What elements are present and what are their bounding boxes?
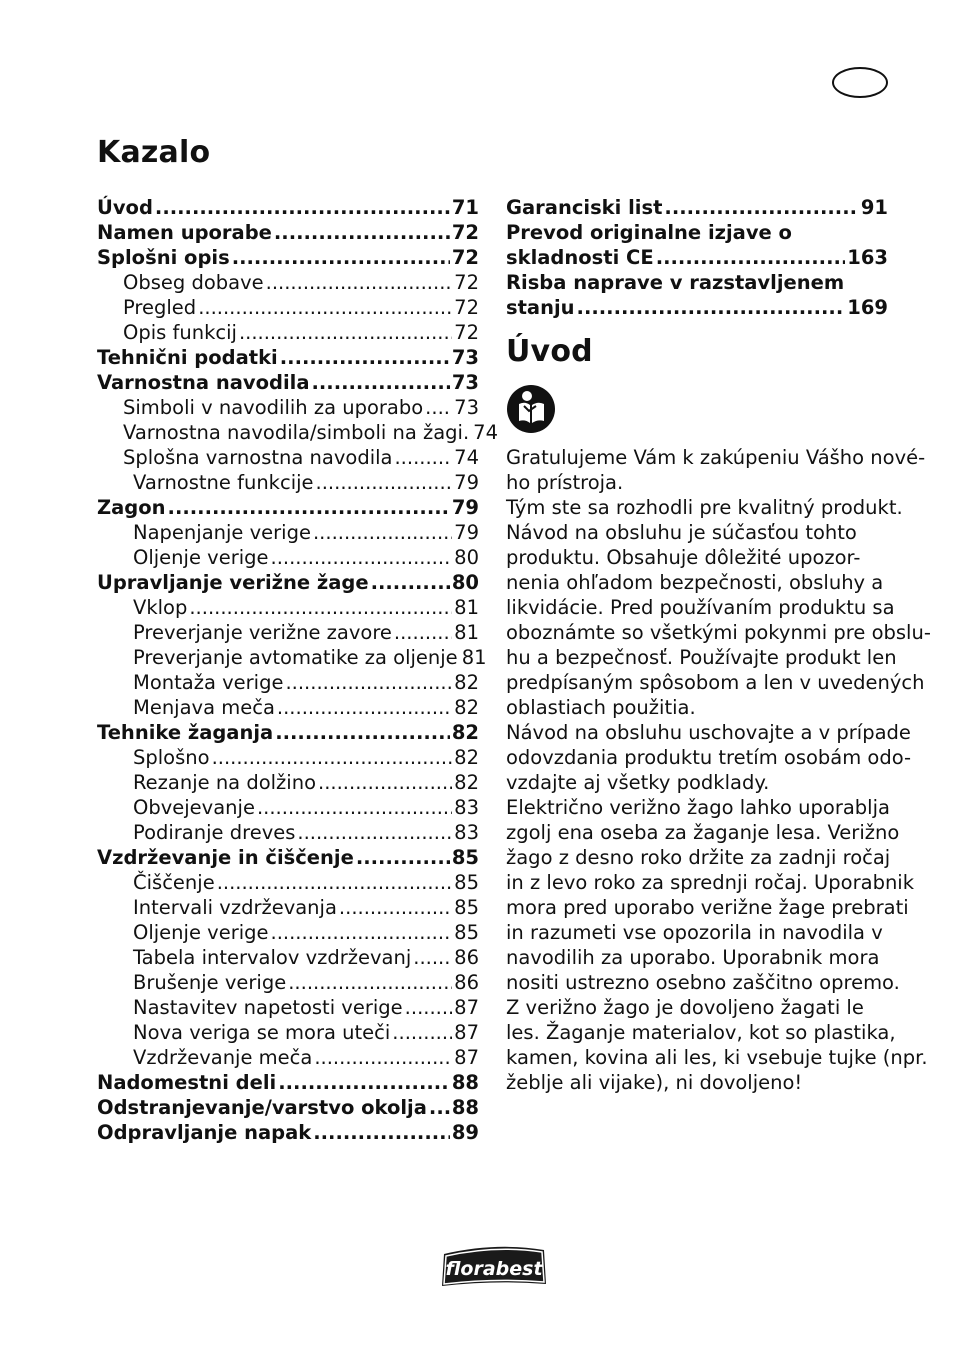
- toc-leader-dots: [664, 195, 858, 220]
- toc-item[interactable]: [97, 470, 479, 495]
- toc-item-page: 88: [451, 1096, 479, 1119]
- intro-text: [506, 445, 931, 1095]
- toc-item-label: Rezanje na dolžino: [133, 771, 317, 794]
- toc-item-page: 72: [454, 321, 479, 344]
- toc-leader-dots: [288, 970, 452, 995]
- toc-leader-dots: [318, 770, 452, 795]
- toc-item-page: 169: [847, 296, 888, 319]
- toc-leader-dots: [217, 870, 452, 895]
- intro-text-line: Návod na obsluhu je súčasťou tohto: [506, 521, 857, 544]
- toc-item[interactable]: [97, 545, 479, 570]
- toc-leader-dots: [189, 595, 452, 620]
- toc-leader-dots: [212, 745, 453, 770]
- toc-item[interactable]: [97, 745, 479, 770]
- toc-item[interactable]: [97, 595, 479, 620]
- toc-item[interactable]: [97, 395, 479, 420]
- toc-item-label: Nastavitev napetosti verige: [133, 996, 403, 1019]
- toc-leader-dots: [314, 1045, 452, 1070]
- toc-item-page: 87: [454, 1046, 479, 1069]
- toc-item[interactable]: [97, 970, 479, 995]
- intro-text-line: ho prístroja.: [506, 471, 624, 494]
- toc-item[interactable]: [97, 520, 479, 545]
- toc-item[interactable]: [97, 345, 479, 370]
- toc-item-label: Oljenje verige: [133, 921, 269, 944]
- toc-item-page: 88: [451, 1071, 479, 1094]
- intro-text-line: Električno verižno žago lahko uporablja: [506, 796, 890, 819]
- toc-item-page: 71: [451, 196, 479, 219]
- toc-leader-dots: [168, 495, 450, 520]
- toc-item[interactable]: [97, 1045, 479, 1070]
- toc-item-label: Nova veriga se mora uteči: [133, 1021, 391, 1044]
- toc-item-page: 72: [454, 296, 479, 319]
- toc-item-label: Úvod: [97, 196, 153, 219]
- toc-item-label: Tehnični podatki: [97, 346, 278, 369]
- toc-item-label: Nadomestni deli: [97, 1071, 277, 1094]
- toc-item-label: Odstranjevanje/varstvo okolja: [97, 1096, 427, 1119]
- toc-item-page: 72: [451, 246, 479, 269]
- toc-item[interactable]: [97, 670, 479, 695]
- toc-item-page: 79: [454, 521, 479, 544]
- toc-item-page: 82: [451, 721, 479, 744]
- toc-leader-dots: [155, 195, 450, 220]
- toc-leader-dots: [413, 945, 452, 970]
- toc-item[interactable]: [97, 920, 479, 945]
- toc-leader-dots: [271, 920, 453, 945]
- toc-item-page: 85: [454, 921, 479, 944]
- toc-item[interactable]: [97, 895, 479, 920]
- toc-right-column: [506, 195, 888, 320]
- toc-leader-dots: [257, 795, 452, 820]
- intro-text-line: hu a bezpečnosť. Používajte produkt len: [506, 646, 897, 669]
- toc-item-page: 163: [847, 246, 888, 269]
- toc-item-label: Napenjanje verige: [133, 521, 311, 544]
- toc-item[interactable]: [97, 1120, 479, 1145]
- toc-item[interactable]: [97, 320, 479, 345]
- toc-item[interactable]: [97, 1020, 479, 1045]
- toc-leader-dots: [356, 845, 450, 870]
- intro-text-line: Návod na obsluhu uschovajte a v prípade: [506, 721, 911, 744]
- toc-item-page: 86: [454, 946, 479, 969]
- toc-item[interactable]: [97, 720, 479, 745]
- toc-item-page: 79: [451, 496, 479, 519]
- toc-leader-dots: [405, 995, 453, 1020]
- intro-text-line: zgolj ena oseba za žaganje lesa. Verižno: [506, 821, 900, 844]
- language-badge: [832, 67, 888, 98]
- toc-item[interactable]: [97, 945, 479, 970]
- toc-item[interactable]: [97, 870, 479, 895]
- toc-leader-dots: [656, 245, 846, 270]
- toc-item-label: Oljenje verige: [133, 546, 269, 569]
- toc-leader-dots: [311, 370, 449, 395]
- intro-text-line: nositi ustrezno osebno zaščitno opremo.: [506, 971, 900, 994]
- toc-item[interactable]: [97, 1095, 479, 1120]
- toc-item-page: 85: [454, 871, 479, 894]
- toc-item-label: Splošno: [133, 746, 210, 769]
- toc-item-label: Opis funkcij: [123, 321, 237, 344]
- toc-leader-dots: [425, 395, 452, 420]
- toc-item-page: 82: [454, 671, 479, 694]
- intro-text-line: les. Žaganje materialov, kot so plastika,: [506, 1021, 896, 1044]
- intro-text-line: predpísaným spôsobom a len v uvedených: [506, 671, 925, 694]
- intro-text-line: produktu. Obsahuje dôležité upozor-: [506, 546, 861, 569]
- toc-leader-dots: [275, 720, 450, 745]
- toc-item-label: Splošni opis: [97, 246, 230, 269]
- toc-item-label: stanju: [506, 296, 575, 319]
- toc-item-page: 73: [451, 346, 479, 369]
- toc-leader-dots: [285, 670, 452, 695]
- intro-text-line: kamen, kovina ali les, ki vsebuje tujke (npr.: [506, 1046, 928, 1069]
- toc-item-label-line1: Prevod originalne izjave o: [506, 221, 792, 244]
- intro-text-line: navodilih za uporabo. Uporabnik mora: [506, 946, 880, 969]
- toc-leader-dots: [274, 220, 450, 245]
- toc-item-label: Zagon: [97, 496, 166, 519]
- toc-item-label: Čiščenje: [133, 871, 215, 894]
- intro-text-line: žago z desno roko držite za zadnji ročaj: [506, 846, 891, 869]
- toc-item[interactable]: [97, 820, 479, 845]
- toc-item-label: Garanciski list: [506, 196, 663, 219]
- toc-item-label: Odpravljanje napak: [97, 1121, 312, 1144]
- intro-text-line: nenia ohľadom bezpečnosti, obsluhy a: [506, 571, 884, 594]
- toc-item-page: 74: [473, 421, 498, 444]
- toc-item[interactable]: [97, 1070, 479, 1095]
- toc-heading: Kazalo: [97, 135, 211, 170]
- toc-item-page: 83: [454, 796, 479, 819]
- toc-item-izjava-ce[interactable]: [506, 245, 888, 270]
- toc-item-page: 80: [451, 571, 479, 594]
- toc-item-page: 89: [451, 1121, 479, 1144]
- toc-item-page: 87: [454, 1021, 479, 1044]
- toc-item-label: Tabela intervalov vzdrževanj: [133, 946, 412, 969]
- toc-item-page: 79: [454, 471, 479, 494]
- intro-text-line: Gratulujeme Vám k zakúpeniu Vášho nové-: [506, 446, 926, 469]
- toc-item[interactable]: [97, 220, 479, 245]
- toc-item-label-line1: Risba naprave v razstavljenem: [506, 271, 845, 294]
- toc-item-page: 87: [454, 996, 479, 1019]
- intro-text-line: vzdajte aj všetky podklady.: [506, 771, 770, 794]
- toc-item-page: 72: [451, 221, 479, 244]
- toc-item-page: 74: [454, 446, 479, 469]
- toc-leader-dots: [280, 345, 450, 370]
- toc-item-page: 72: [454, 271, 479, 294]
- toc-item-page: 86: [454, 971, 479, 994]
- toc-item-label: Varnostna navodila/simboli na žagi.: [123, 421, 470, 444]
- toc-item-page: 85: [451, 846, 479, 869]
- toc-leader-dots: [266, 270, 453, 295]
- toc-item[interactable]: [97, 620, 479, 645]
- toc-leader-dots: [313, 520, 452, 545]
- toc-item-label: Vzdrževanje meča: [133, 1046, 313, 1069]
- toc-item-label: Upravljanje verižne žage: [97, 571, 369, 594]
- toc-item-page: 81: [454, 621, 479, 644]
- toc-leader-dots: [316, 470, 453, 495]
- toc-leader-dots: [339, 895, 452, 920]
- toc-leader-dots: [232, 245, 450, 270]
- toc-item-label: Menjava meča: [133, 696, 275, 719]
- toc-item[interactable]: [97, 295, 479, 320]
- toc-item-label: Podiranje dreves: [133, 821, 296, 844]
- intro-text-line: žeblje ali vijake), ni dovoljeno!: [506, 1071, 803, 1094]
- toc-item[interactable]: [97, 270, 479, 295]
- toc-item-label: Vklop: [133, 596, 188, 619]
- toc-item[interactable]: [97, 445, 479, 470]
- toc-item-label: Splošna varnostna navodila: [123, 446, 393, 469]
- intro-text-line: oboznámte so všetkými pokynmi pre obslu-: [506, 621, 931, 644]
- toc-leader-dots: [371, 570, 450, 595]
- toc-item[interactable]: [97, 995, 479, 1020]
- toc-leader-dots: [394, 620, 452, 645]
- toc-item-page: 73: [454, 396, 479, 419]
- toc-item[interactable]: [97, 645, 487, 670]
- intro-text-line: oblastiach použitia.: [506, 696, 696, 719]
- toc-item-label: Preverjanje verižne zavore: [133, 621, 392, 644]
- toc-item-page: 91: [860, 196, 888, 219]
- toc-item-label: Pregled: [123, 296, 197, 319]
- toc-item-garancija[interactable]: [506, 195, 888, 220]
- toc-item[interactable]: [97, 420, 498, 445]
- toc-item[interactable]: [97, 245, 479, 270]
- toc-item-label: Varnostna navodila: [97, 371, 310, 394]
- toc-item-label: skladnosti CE: [506, 246, 654, 269]
- toc-item-page: 85: [454, 896, 479, 919]
- toc-item-label: Vzdrževanje in čiščenje: [97, 846, 354, 869]
- toc-item-label: Obseg dobave: [123, 271, 264, 294]
- toc-item[interactable]: [97, 795, 479, 820]
- toc-item-label: Tehnike žaganja: [97, 721, 274, 744]
- toc-leader-dots: [429, 1095, 450, 1120]
- intro-text-line: odovzdania produktu tretím osobám odo-: [506, 746, 912, 769]
- toc-item[interactable]: [97, 370, 479, 395]
- toc-item[interactable]: [97, 695, 479, 720]
- toc-item-page: 81: [461, 646, 487, 669]
- toc-item-label: Simboli v navodilih za uporabo: [123, 396, 424, 419]
- toc-item[interactable]: [97, 770, 479, 795]
- toc-item-page: 73: [451, 371, 479, 394]
- toc-leader-dots: [394, 445, 452, 470]
- toc-item[interactable]: [97, 570, 479, 595]
- florabest-logo: [436, 1240, 552, 1290]
- toc-leader-dots: [198, 295, 452, 320]
- toc-item-page: 80: [454, 546, 479, 569]
- toc-leader-dots: [271, 545, 453, 570]
- intro-text-line: likvidácie. Pred používaním produktu sa: [506, 596, 895, 619]
- toc-item[interactable]: [97, 195, 479, 220]
- toc-leader-dots: [297, 820, 452, 845]
- toc-item-page: 81: [454, 596, 479, 619]
- toc-item-page: 82: [454, 696, 479, 719]
- toc-item-risba[interactable]: [506, 295, 888, 320]
- toc-item-label: Montaža verige: [133, 671, 284, 694]
- toc-item[interactable]: [97, 495, 479, 520]
- toc-item-label: Namen uporabe: [97, 221, 272, 244]
- intro-text-line: in z levo roko za sprednji ročaj. Uporabnik: [506, 871, 915, 894]
- toc-item-label: Intervali vzdrževanja: [133, 896, 337, 919]
- toc-item-page: 82: [454, 746, 479, 769]
- toc-leader-dots: [278, 1070, 450, 1095]
- toc-leader-dots: [392, 1020, 452, 1045]
- toc-item[interactable]: [97, 845, 479, 870]
- toc-item-page: 83: [454, 821, 479, 844]
- intro-text-line: Tým ste sa rozhodli pre kvalitný produkt.: [506, 496, 903, 519]
- intro-text-line: mora pred uporabo verižne žage prebrati: [506, 896, 909, 919]
- intro-text-line: Z verižno žago je dovoljeno žagati le: [506, 996, 864, 1019]
- read-manual-icon: [506, 384, 556, 434]
- toc-left-column: [97, 195, 498, 1145]
- intro-heading: Úvod: [506, 334, 593, 369]
- toc-item-label: Preverjanje avtomatike za oljenje: [133, 646, 458, 669]
- intro-text-line: in razumeti vse opozorila in navodila v: [506, 921, 883, 944]
- toc-leader-dots: [313, 1120, 450, 1145]
- toc-leader-dots: [239, 320, 452, 345]
- logo-text: florabest: [445, 1258, 543, 1280]
- toc-item-label: Varnostne funkcije: [133, 471, 314, 494]
- toc-item-page: 82: [454, 771, 479, 794]
- toc-leader-dots: [277, 695, 452, 720]
- toc-item-label: Brušenje verige: [133, 971, 287, 994]
- toc-leader-dots: [577, 295, 846, 320]
- toc-item-label: Obvejevanje: [133, 796, 255, 819]
